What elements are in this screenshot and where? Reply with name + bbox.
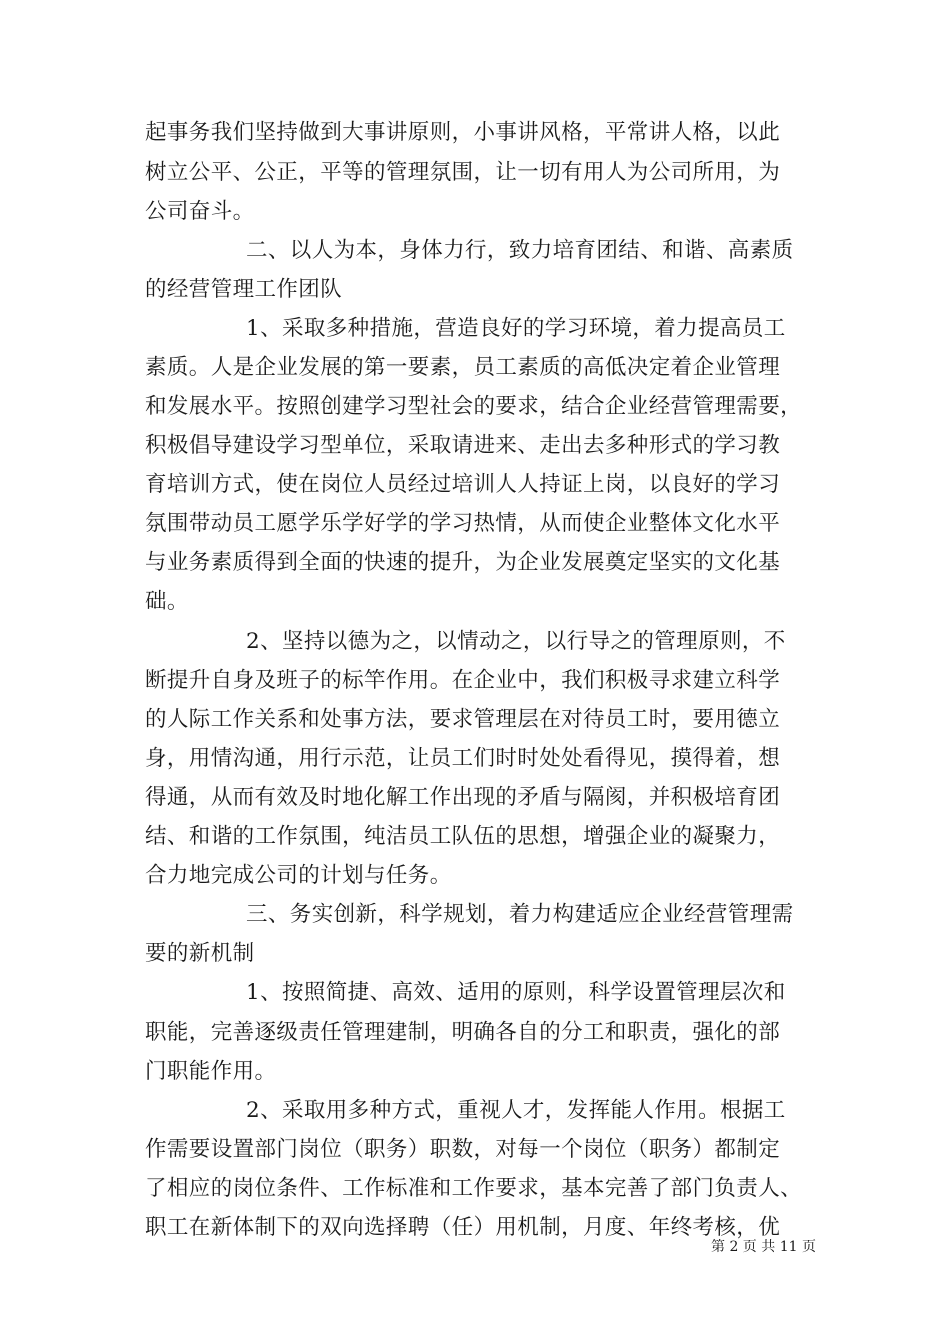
section-heading-2-line: 的经营管理工作团队 xyxy=(145,277,343,302)
section-heading-3-line: 三、务实创新，科学规划，着力构建适应企业经营管理需 xyxy=(246,902,794,927)
body-line: 与业务素质得到全面的快速的提升，为企业发展奠定坚实的文化基 xyxy=(145,550,781,575)
body-line: 作需要设置部门岗位（职务）职数，对每一个岗位（职务）都制定 xyxy=(145,1137,781,1162)
paragraph-start-line: 1、采取多种措施，营造良好的学习环境，着力提高员工 xyxy=(246,316,786,341)
page-number-footer: 第 2 页 共 11 页 xyxy=(711,1239,816,1255)
paragraph-start-line: 2、坚持以德为之，以情动之，以行导之的管理原则，不 xyxy=(246,629,786,654)
body-line: 的人际工作关系和处事方法，要求管理层在对待员工时，要用德立 xyxy=(145,707,781,732)
body-line: 门职能作用。 xyxy=(145,1059,277,1084)
section-heading-2-line: 二、以人为本，身体力行，致力培育团结、和谐、高素质 xyxy=(246,238,794,263)
body-line: 了相应的岗位条件、工作标准和工作要求，基本完善了部门负责人、 xyxy=(145,1176,803,1201)
body-line: 身，用情沟通，用行示范，让员工们时时处处看得见，摸得着，想 xyxy=(145,746,781,771)
body-line: 氛围带动员工愿学乐学好学的学习热情，从而使企业整体文化水平 xyxy=(145,511,781,536)
body-line: 职能，完善逐级责任管理建制，明确各自的分工和职责，强化的部 xyxy=(145,1020,781,1045)
body-line: 起事务我们坚持做到大事讲原则，小事讲风格，平常讲人格，以此 xyxy=(145,120,781,145)
body-line: 育培训方式，使在岗位人员经过培训人人持证上岗，以良好的学习 xyxy=(145,472,781,497)
body-line: 合力地完成公司的计划与任务。 xyxy=(145,863,452,888)
body-line: 断提升自身及班子的标竿作用。在企业中，我们积极寻求建立科学 xyxy=(145,668,781,693)
paragraph-start-line: 1、按照简捷、高效、适用的原则，科学设置管理层次和 xyxy=(246,980,786,1005)
paragraph-start-line: 2、采取用多种方式，重视人才，发挥能人作用。根据工 xyxy=(246,1098,786,1123)
body-line: 础。 xyxy=(145,589,189,614)
body-line: 树立公平、公正，平等的管理氛围，让一切有用人为公司所用，为 xyxy=(145,160,781,185)
body-line: 和发展水平。按照创建学习型社会的要求，结合企业经营管理需要， xyxy=(145,394,803,419)
body-line: 职工在新体制下的双向选择聘（任）用机制，月度、年终考核，优 xyxy=(145,1215,781,1240)
body-line: 公司奋斗。 xyxy=(145,199,255,224)
body-line: 素质。人是企业发展的第一要素，员工素质的高低决定着企业管理 xyxy=(145,355,781,380)
body-line: 结、和谐的工作氛围，纯洁员工队伍的思想，增强企业的凝聚力， xyxy=(145,824,781,849)
body-line: 得通，从而有效及时地化解工作出现的矛盾与隔阂，并积极培育团 xyxy=(145,785,781,810)
body-line: 积极倡导建设学习型单位，采取请进来、走出去多种形式的学习教 xyxy=(145,433,781,458)
section-heading-3-line: 要的新机制 xyxy=(145,941,255,966)
